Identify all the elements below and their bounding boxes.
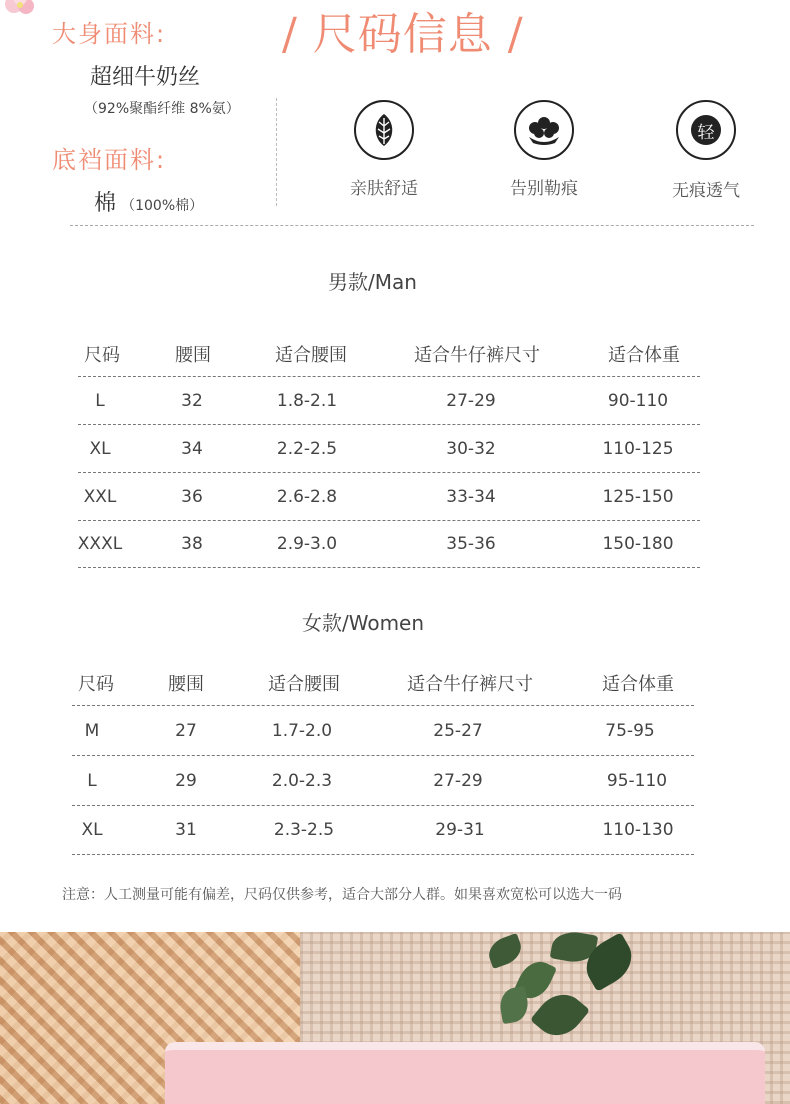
women-size-table [72,661,694,855]
section-divider [70,225,754,226]
header-size: 尺码 [84,345,120,366]
table-header [72,661,694,705]
cell-size: XXXL [77,534,123,554]
pink-underwear-waistband [165,1042,765,1104]
cell-size: L [95,390,105,411]
header-weight: 适合体重 [608,345,680,366]
cotton-flower-icon [514,100,574,160]
light-badge-icon [676,100,736,160]
cell-weight: 90-110 [607,390,669,411]
cell-waist: 38 [181,534,203,554]
cell-weight: 150-180 [602,534,674,554]
cell-fit-waist: 2.9-3.0 [276,534,338,554]
feature-no-marks [484,100,604,199]
table-row [78,472,700,520]
header-jeans-size: 适合牛仔裤尺寸 [407,674,533,695]
cell-jeans-size: 29-31 [435,820,485,840]
cell-weight: 125-150 [602,486,674,507]
header-waist: 腰围 [175,345,211,366]
body-fabric-name: 超细牛奶丝 [90,65,201,90]
header-weight: 适合体重 [602,674,674,695]
table-row [78,424,700,472]
feature-label: 无痕透气 [672,181,740,201]
header-jeans-size: 适合牛仔裤尺寸 [414,345,540,366]
cell-waist: 32 [181,390,203,411]
cell-waist: 27 [175,720,197,741]
cell-jeans-size: 30-32 [446,438,496,459]
cell-fit-waist: 2.2-2.5 [276,438,338,459]
women-section-title: 女款/Women [302,611,425,635]
vertical-divider [276,98,277,206]
cell-fit-waist: 2.3-2.5 [273,820,335,840]
men-section-title: 男款/Man [328,270,417,294]
cell-jeans-size: 33-34 [446,486,496,507]
cell-size: XL [81,820,103,840]
flower-decoration-icon [0,0,50,26]
cell-size: M [84,720,100,741]
feature-breathable [646,100,766,201]
cell-jeans-size: 27-29 [446,390,496,411]
body-fabric-composition: （92%聚酯纤维 8%氨） [84,101,240,117]
page-title: / 尺码信息 / [282,9,524,60]
table-row [72,705,694,755]
cell-waist: 31 [175,820,197,840]
table-row [78,376,700,424]
men-size-table [78,332,700,568]
table-row [78,520,700,568]
cell-weight: 75-95 [605,720,655,741]
crotch-fabric [94,186,203,217]
cell-fit-waist: 1.8-2.1 [276,390,338,411]
cell-size: XXL [83,486,117,507]
cell-jeans-size: 27-29 [433,770,483,791]
crotch-fabric-label: 底裆面料: [52,146,167,174]
crotch-fabric-composition: （100%棉） [121,198,204,214]
header-fit-waist: 适合腰围 [275,345,347,366]
crotch-fabric-name: 棉 [94,191,117,216]
size-note: 注意：人工测量可能有偏差，尺码仅供参考，适合大部分人群。如果喜欢宽松可以选大一码 [62,887,622,903]
table-row [72,805,694,855]
light-badge-text: 轻 [691,115,721,145]
cell-fit-waist: 2.6-2.8 [276,486,338,507]
cell-jeans-size: 35-36 [446,534,496,554]
cell-weight: 110-130 [602,820,674,840]
cell-waist: 34 [181,438,203,459]
cell-fit-waist: 1.7-2.0 [271,720,333,741]
cell-weight: 110-125 [602,438,674,459]
cell-size: XL [89,438,111,459]
feature-label: 告别勒痕 [510,179,578,199]
cell-waist: 36 [181,486,203,507]
cell-weight: 95-110 [606,770,668,791]
cell-size: L [87,770,97,791]
feature-label: 亲肤舒适 [350,179,418,199]
header-fit-waist: 适合腰围 [268,674,340,695]
body-fabric-label: 大身面料: [52,20,167,48]
header-waist: 腰围 [168,674,204,695]
leaf-icon [354,100,414,160]
cell-fit-waist: 2.0-2.3 [271,770,333,791]
header-size: 尺码 [78,674,114,695]
cell-jeans-size: 25-27 [433,720,483,741]
table-header [78,332,700,376]
feature-skin-friendly [324,100,444,199]
table-row [72,755,694,805]
cell-waist: 29 [175,770,197,791]
